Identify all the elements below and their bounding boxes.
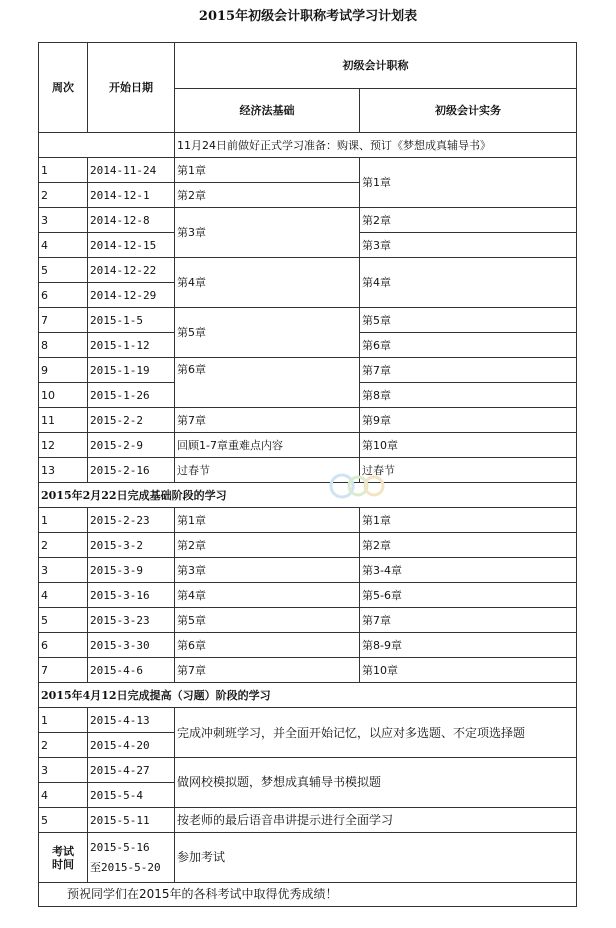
practice-cell: 第7章 [360, 358, 577, 383]
header-subject-practice: 初级会计实务 [360, 89, 577, 133]
week-cell: 1 [39, 708, 88, 733]
week-cell: 4 [39, 583, 88, 608]
exam-task: 参加考试 [175, 833, 577, 883]
law-cell: 第1章 [175, 508, 360, 533]
practice-cell: 第7章 [360, 608, 577, 633]
exam-date-range [88, 833, 175, 883]
header-exam-group: 初级会计职称 [175, 43, 577, 89]
date-cell: 2015-1-19 [88, 358, 175, 383]
practice-cell: 第1章 [360, 158, 577, 208]
date-cell: 2014-11-24 [88, 158, 175, 183]
law-cell: 第4章 [175, 583, 360, 608]
date-cell: 2014-12-1 [88, 183, 175, 208]
date-cell: 2015-5-4 [88, 783, 175, 808]
law-cell: 第6章 [175, 633, 360, 658]
footer-note: 预祝同学们在2015年的各科考试中取得优秀成绩！ [39, 883, 577, 907]
date-cell: 2015-2-2 [88, 408, 175, 433]
date-cell: 2015-4-20 [88, 733, 175, 758]
exam-date-to: 至2015-5-20 [90, 860, 161, 874]
law-cell: 第6章 [175, 358, 360, 408]
practice-cell: 第1章 [360, 508, 577, 533]
date-cell: 2015-3-2 [88, 533, 175, 558]
date-cell: 2015-3-9 [88, 558, 175, 583]
date-cell: 2015-3-16 [88, 583, 175, 608]
date-cell: 2015-4-6 [88, 658, 175, 683]
task-cell: 完成冲刺班学习，并全面开始记忆，以应对多选题、不定项选择题 [175, 708, 577, 758]
week-cell: 4 [39, 783, 88, 808]
law-cell: 第1章 [175, 158, 360, 183]
date-cell: 2015-4-13 [88, 708, 175, 733]
practice-cell: 过春节 [360, 458, 577, 483]
date-cell: 2015-1-5 [88, 308, 175, 333]
exam-date-from: 2015-5-16 [90, 840, 150, 854]
date-cell: 2014-12-29 [88, 283, 175, 308]
task-cell: 做网校模拟题，梦想成真辅导书模拟题 [175, 758, 577, 808]
exam-time-label: 考试 时间 [39, 833, 88, 883]
task-cell: 按老师的最后语音串讲提示进行全面学习 [175, 808, 577, 833]
week-cell: 1 [39, 508, 88, 533]
week-cell: 4 [39, 233, 88, 258]
week-cell: 7 [39, 308, 88, 333]
week-cell: 6 [39, 283, 88, 308]
week-cell: 5 [39, 258, 88, 283]
practice-cell: 第5-6章 [360, 583, 577, 608]
law-cell: 回顾1-7章重难点内容 [175, 433, 360, 458]
law-cell: 第5章 [175, 608, 360, 633]
week-cell: 2 [39, 733, 88, 758]
practice-cell: 第9章 [360, 408, 577, 433]
week-cell: 2 [39, 533, 88, 558]
week-cell: 10 [39, 383, 88, 408]
law-cell: 第7章 [175, 408, 360, 433]
week-cell: 8 [39, 333, 88, 358]
date-cell: 2014-12-15 [88, 233, 175, 258]
week-cell: 3 [39, 558, 88, 583]
law-cell: 第3章 [175, 558, 360, 583]
study-plan-table [38, 42, 577, 907]
date-cell: 2015-2-9 [88, 433, 175, 458]
date-cell: 2015-1-12 [88, 333, 175, 358]
practice-cell: 第8-9章 [360, 633, 577, 658]
week-cell: 13 [39, 458, 88, 483]
phase-2-heading: 2015年2月22日完成基础阶段的学习 [39, 483, 577, 508]
week-cell: 3 [39, 758, 88, 783]
practice-cell: 第2章 [360, 533, 577, 558]
law-cell: 第2章 [175, 183, 360, 208]
prep-note: 11月24日前做好正式学习准备：购课、预订《梦想成真辅导书》 [175, 133, 577, 158]
header-subject-law: 经济法基础 [175, 89, 360, 133]
law-cell: 第4章 [175, 258, 360, 308]
practice-cell: 第10章 [360, 658, 577, 683]
law-cell: 第5章 [175, 308, 360, 358]
week-cell: 9 [39, 358, 88, 383]
week-cell: 5 [39, 808, 88, 833]
practice-cell: 第6章 [360, 333, 577, 358]
practice-cell: 第10章 [360, 433, 577, 458]
law-cell: 过春节 [175, 458, 360, 483]
practice-cell: 第3-4章 [360, 558, 577, 583]
week-cell: 6 [39, 633, 88, 658]
date-cell: 2015-3-23 [88, 608, 175, 633]
week-cell: 12 [39, 433, 88, 458]
practice-cell: 第5章 [360, 308, 577, 333]
header-start-date: 开始日期 [88, 43, 175, 133]
page-title: 2015年初级会计职称考试学习计划表 [198, 9, 418, 24]
week-cell: 1 [39, 158, 88, 183]
date-cell: 2015-3-30 [88, 633, 175, 658]
law-cell: 第2章 [175, 533, 360, 558]
week-cell: 2 [39, 183, 88, 208]
date-cell: 2014-12-22 [88, 258, 175, 283]
law-cell: 第7章 [175, 658, 360, 683]
law-cell: 第3章 [175, 208, 360, 258]
date-cell: 2014-12-8 [88, 208, 175, 233]
date-cell: 2015-2-16 [88, 458, 175, 483]
header-week: 周次 [39, 43, 88, 133]
practice-cell: 第2章 [360, 208, 577, 233]
week-cell: 7 [39, 658, 88, 683]
date-cell: 2015-5-11 [88, 808, 175, 833]
date-cell: 2015-4-27 [88, 758, 175, 783]
week-cell: 5 [39, 608, 88, 633]
week-cell: 11 [39, 408, 88, 433]
practice-cell: 第4章 [360, 258, 577, 308]
date-cell: 2015-2-23 [88, 508, 175, 533]
date-cell: 2015-1-26 [88, 383, 175, 408]
phase-3-heading: 2015年4月12日完成提高（习题）阶段的学习 [39, 683, 577, 708]
practice-cell: 第8章 [360, 383, 577, 408]
practice-cell: 第3章 [360, 233, 577, 258]
week-cell: 3 [39, 208, 88, 233]
